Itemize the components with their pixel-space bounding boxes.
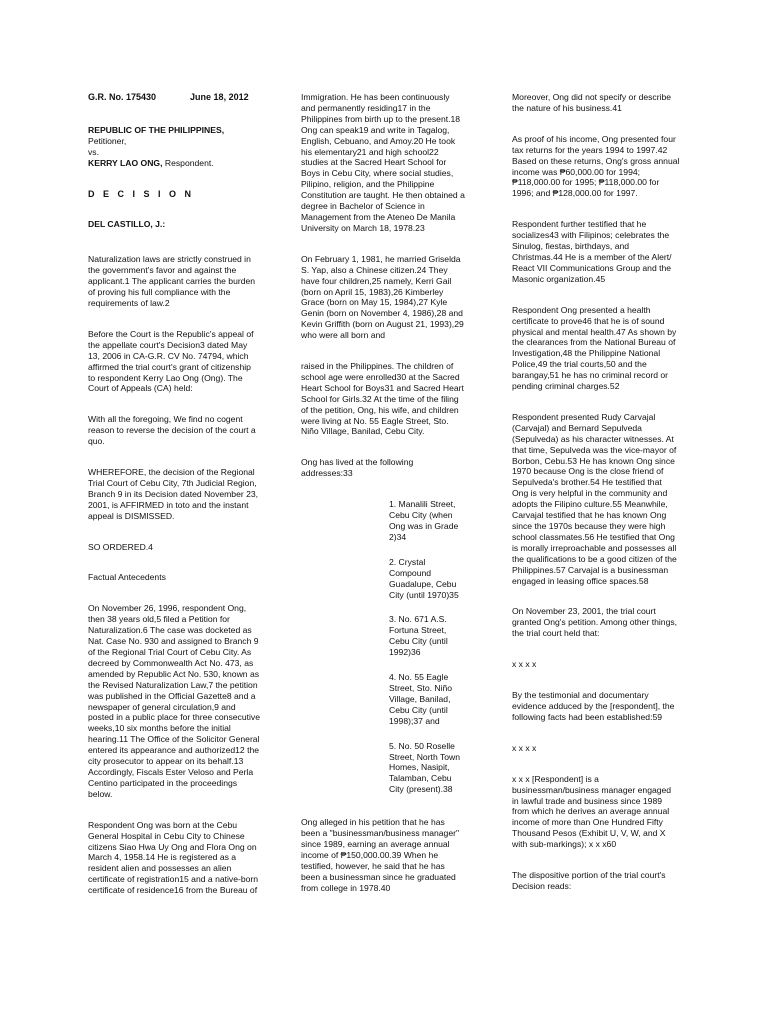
paragraph: On February 1, 1981, he married Griselda S. Yap, also a Chinese citizen.24 They have four children,25 namely, Kerri Gail (born on April 15, 1983),26 Kimberley Grace (born on May 15, 1984),27 Kyle Genin (born on November 4, 1986),28 and Kevin Griffith (born on August 21, 1993),29 who were all born and (301, 253, 464, 341)
paragraph: raised in the Philippines. The children of school age were enrolled30 at the Sacred Heart School for Boys31 and Sacred Heart School for Girls.32 At the time of the filing of the petition, Ong, his wife, and children were living at No. 55 Eagle Street, Sto. Niño Village, Banilad, Cebu City. (301, 361, 464, 437)
section-heading: Factual Antecedents (88, 572, 166, 583)
paragraph: Immigration. He has been continuously and permanently residing17 in the Philippines from birth up to the present.18 Ong can speak19 and write in Tagalog, English, Cebuano, and Amoy.20 He took his elementary21 and high school22 studies at the Sacred Heart School for Boys in Cebu City, where social studies, Pilipino, religion, and the Philippine Constitution are taught. He then obtained a degree in Bachelor of Science in Management from the Ateneo De Manila University on March 18, 1978.23 (301, 92, 465, 233)
paragraph: Ong alleged in his petition that he has been a "businessman/business manager" since 1989, earning an average annual income of ₱150,000.00.39 When he testified, however, he said that he has been a businessman since he graduated from college in 1978.40 (301, 817, 460, 893)
paragraph: x x x [Respondent] is a businessman/business manager engaged in lawful trade and business since 1989 from which he derives an average annual income of more than One Hundred Fifty Thousand Pesos (Exhibit U, V, W, and X with sub-markings); x x x60 (512, 773, 672, 850)
address-item: 3. No. 671 A.S. Fortuna Street, Cebu City (until 1992)36 (389, 614, 448, 658)
paragraph: SO ORDERED.4 (88, 541, 153, 552)
respondent-role: Respondent. (162, 157, 214, 168)
case-number: G.R. No. 175430 (88, 92, 157, 102)
respondent-line (88, 158, 260, 169)
column-1 (88, 92, 260, 916)
paragraph: The dispositive portion of the trial court's Decision reads: (512, 870, 666, 891)
paragraph: With all the foregoing, We find no cogent reason to reverse the decision of the court a quo. (88, 414, 256, 447)
paragraph: Before the Court is the Republic's appeal of the appellate court's Decision3 dated May 13, 2006 in CA-G.R. CV No. 74794, which affirmed the trial court's grant of citizenship to respondent Kerry Lao Ong (Ong). The Court of Appeals (CA) held: (88, 328, 254, 394)
paragraph: On November 23, 2001, the trial court granted Ong's petition. Among other things, the trial court held that: (512, 606, 678, 639)
paragraph: Respondent Ong was born at the Cebu General Hospital in Cebu City to Chinese citizens Siao Hwa Uy Ong and Flora Ong on March 4, 1958.14 He is registered as a resident alien and possesses an alien certificate of registration15 and a native-born certificate of residence16 from the Bureau of (88, 819, 259, 896)
decision-heading: D E C I S I O N (88, 188, 195, 199)
petitioner-name: REPUBLIC OF THE PHILIPPINES, (88, 124, 225, 135)
column-3 (512, 92, 680, 912)
paragraph: WHEREFORE, the decision of the Regional Trial Court of Cebu City, 7th Judicial Region, Branch 9 in its Decision dated November 23, 2001, is AFFIRMED in toto and the instant appeal is DISMISSED. (88, 467, 259, 521)
ponente: DEL CASTILLO, J.: (88, 219, 166, 230)
case-header (88, 92, 260, 103)
ellipsis-marker: x x x x (512, 742, 537, 753)
column-2 (301, 92, 465, 913)
paragraph: Respondent Ong presented a health certificate to prove46 that he is of sound physical and mental health.47 As shown by the clearances from the National Bureau of Investigation,48 the Philippine National Police,49 the trial courts,50 and the barangay,51 he has no criminal record or pending criminal charges.52 (512, 304, 677, 392)
paragraph: As proof of his income, Ong presented four tax returns for the years 1994 to 1997.42 Based on these returns, Ong's gross annual income was ₱60,000.00 for 1994; ₱118,000.00 for 1995; ₱118,000.00 for 1996; and ₱128,000.00 for 1997. (512, 133, 680, 199)
petitioner-role: Petitioner, (88, 135, 127, 146)
address-item: 1. Manalili Street, Cebu City (when Ong was in Grade 2)34 (389, 499, 459, 542)
case-date: June 18, 2012 (190, 92, 249, 102)
versus: vs. (88, 146, 99, 157)
paragraph: Respondent presented Rudy Carvajal (Carvajal) and Bernard Sepulveda (Sepulveda) as his character witnesses. At that time, Sepulveda was the vice-mayor of Borbon, Cebu.53 He has known Ong since 1970 because Ong is the close friend of Sepulveda's brother.54 He testified that Ong is very helpful in the community and adopts the Filipino culture.55 Meanwhile, Carvajal testified that he has known Ong since the 1970s because they were high school classmates.56 He testified that Ong is morally irreproachable and possesses all the qualifications to be a good citizen of the Philippines.57 Carvajal is a businessman engaged in leasing office spaces.58 (512, 411, 677, 586)
address-item: 5. No. 50 Roselle Street, North Town Homes, Nasipit, Talamban, Cebu City (present).38 (389, 740, 461, 795)
respondent-name: KERRY LAO ONG, (88, 157, 163, 168)
paragraph: Respondent further testified that he socializes43 with Filipinos; celebrates the Sinulog, fiestas, birthdays, and Christmas.44 He is a member of the Alert/ React VII Communications Group and the Masonic organization.45 (512, 219, 672, 284)
ellipsis-marker: x x x x (512, 659, 537, 670)
address-item: 4. No. 55 Eagle Street, Sto. Niño Village, Banilad, Cebu City (until 1998);37 and (389, 672, 453, 726)
paragraph: On November 26, 1996, respondent Ong, then 38 years old,5 filed a Petition for Naturalization.6 The case was docketed as Nat. Case No. 930 and assigned to Branch 9 of the Regional Trial Court of Cebu City. As decreed by Commonwealth Act No. 473, as amended by Republic Act No. 530, known as the Revised Naturalization Law,7 the petition was published in the Official Gazette8 and a newspaper of general circulation,9 and posted in a public place for three consecutive weeks,10 six months before the initial hearing.11 The Office of the Solicitor General entered its appearance and authorized12 the city prosecutor to appear on its behalf.13 Accordingly, Fiscals Ester Veloso and Perla Centino participated in the proceedings below. (88, 603, 260, 799)
paragraph: Ong has lived at the following addresses:33 (301, 457, 414, 479)
address-item: 2. Crystal Compound Guadalupe, Cebu City (until 1970)35 (389, 556, 459, 600)
paragraph: By the testimonial and documentary evidence adduced by the [respondent], the following facts had been established:59 (512, 690, 675, 722)
paragraph: Moreover, Ong did not specify or describe the nature of his business.41 (512, 92, 672, 113)
paragraph: Naturalization laws are strictly construed in the government's favor and against the applicant.1 The applicant carries the burden of proving his full compliance with the requirements of law.2 (88, 254, 256, 308)
